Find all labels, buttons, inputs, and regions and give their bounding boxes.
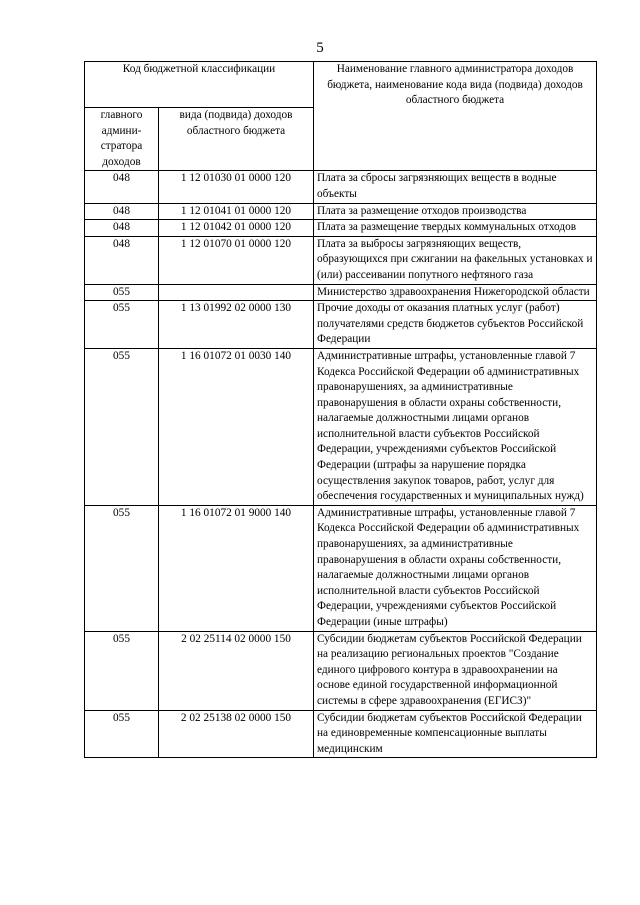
admin-cell: 048 xyxy=(85,220,159,237)
name-cell: Плата за размещение отходов производства xyxy=(314,203,597,220)
name-cell: Субсидии бюджетам субъектов Российской Федерации на реализацию региональных проектов "Создание единого цифрового контура в здравоохранении на основе единой государственной информационной системы в сфере здравоохранения (ЕГИСЗ)" xyxy=(314,631,597,710)
budget-classification-table xyxy=(84,61,597,758)
admin-cell: 048 xyxy=(85,171,159,203)
table-row xyxy=(85,203,597,220)
name-cell: Прочие доходы от оказания платных услуг (работ) получателями средств бюджетов субъектов Российской Федерации xyxy=(314,301,597,349)
table-row xyxy=(85,236,597,284)
admin-cell: 055 xyxy=(85,348,159,505)
table-row xyxy=(85,505,597,631)
code-cell xyxy=(159,284,314,301)
table-row xyxy=(85,220,597,237)
header-name: Наименование главного администратора доходов бюджета, наименование кода вида (подвида) доходов областного бюджета xyxy=(314,62,597,171)
header-classification-code: Код бюджетной классификации xyxy=(85,62,314,108)
name-cell: Субсидии бюджетам субъектов Российской Федерации на единовременные компенсационные выплаты медицинским xyxy=(314,710,597,758)
code-cell: 1 13 01992 02 0000 130 xyxy=(159,301,314,349)
table-row xyxy=(85,284,597,301)
admin-cell: 055 xyxy=(85,301,159,349)
admin-cell: 055 xyxy=(85,710,159,758)
code-cell: 1 12 01070 01 0000 120 xyxy=(159,236,314,284)
code-cell: 1 12 01041 01 0000 120 xyxy=(159,203,314,220)
code-cell: 2 02 25138 02 0000 150 xyxy=(159,710,314,758)
code-cell: 1 12 01030 01 0000 120 xyxy=(159,171,314,203)
table-row xyxy=(85,301,597,349)
header-code: вида (подвида) доходов областного бюджета xyxy=(159,108,314,171)
admin-cell: 048 xyxy=(85,236,159,284)
code-cell: 1 16 01072 01 0030 140 xyxy=(159,348,314,505)
admin-cell: 055 xyxy=(85,505,159,631)
code-cell: 1 16 01072 01 9000 140 xyxy=(159,505,314,631)
table-row xyxy=(85,710,597,758)
code-cell: 2 02 25114 02 0000 150 xyxy=(159,631,314,710)
table-row xyxy=(85,631,597,710)
name-cell: Министерство здравоохранения Нижегородской области xyxy=(314,284,597,301)
name-cell: Административные штрафы, установленные главой 7 Кодекса Российской Федерации об административных правонарушениях, за административные правонарушения в области охраны собственности, налагаемые должностными лицами органов исполнительной власти субъектов Российской Федерации, учреждениями субъектов Российской Федерации (иные штрафы) xyxy=(314,505,597,631)
page-number: 5 xyxy=(316,40,324,56)
name-cell: Плата за сбросы загрязняющих веществ в водные объекты xyxy=(314,171,597,203)
code-cell: 1 12 01042 01 0000 120 xyxy=(159,220,314,237)
header-admin: главного админи-стратора доходов xyxy=(85,108,159,171)
admin-cell: 055 xyxy=(85,631,159,710)
name-cell: Плата за выбросы загрязняющих веществ, образующихся при сжигании на факельных установках и (или) рассеивании попутного нефтяного газа xyxy=(314,236,597,284)
table-row xyxy=(85,348,597,505)
admin-cell: 055 xyxy=(85,284,159,301)
admin-cell: 048 xyxy=(85,203,159,220)
name-cell: Административные штрафы, установленные главой 7 Кодекса Российской Федерации об административных правонарушениях, за административные правонарушения в области охраны собственности, налагаемые должностными лицами органов исполнительной власти субъектов Российской Федерации, учреждениями субъектов Российской Федерации (штрафы за нарушение порядка осуществления закупок товаров, работ, услуг для обеспечения государственных и муниципальных нужд) xyxy=(314,348,597,505)
name-cell: Плата за размещение твердых коммунальных отходов xyxy=(314,220,597,237)
table-row xyxy=(85,171,597,203)
